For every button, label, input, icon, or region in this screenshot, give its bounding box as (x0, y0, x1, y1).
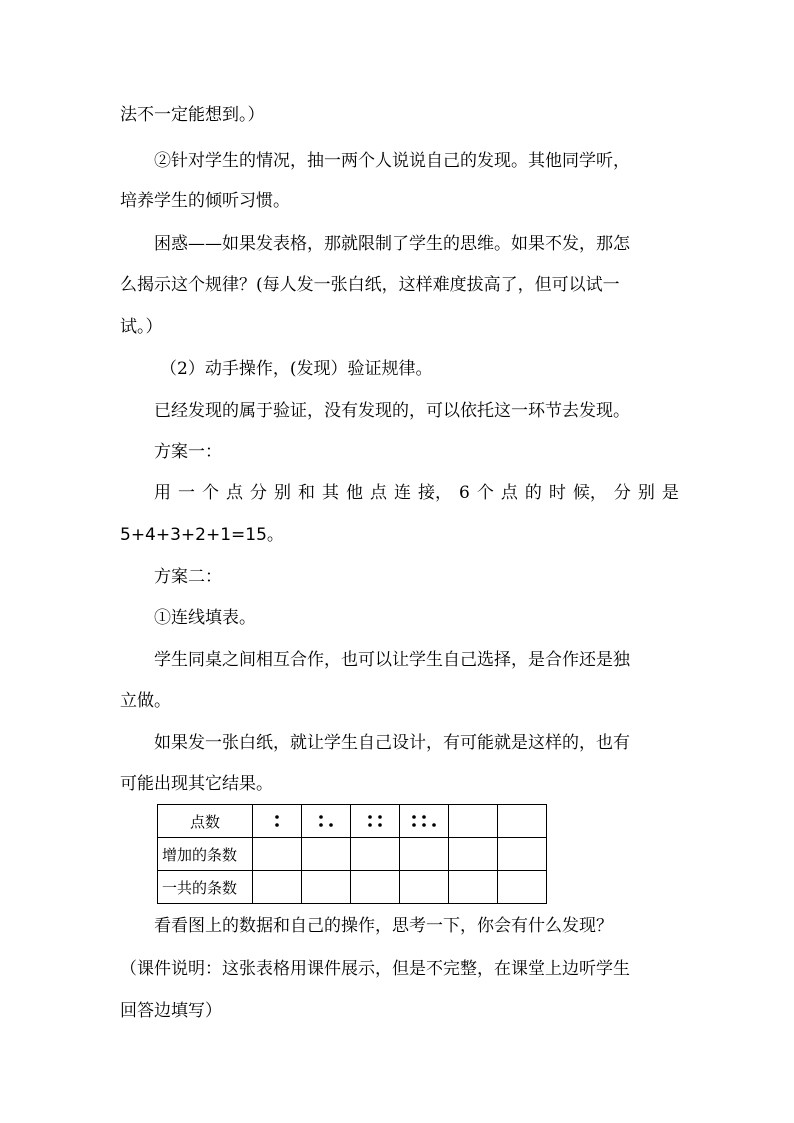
dot-mark (275, 823, 279, 827)
paragraph-line: 试。） (120, 317, 163, 337)
table-row (158, 805, 547, 838)
empty-cell (253, 871, 302, 904)
justified-word: 时 (548, 483, 566, 503)
paragraph-line: （课件说明：这张表格用课件展示，但是不完整，在课堂上边听学生 (120, 959, 630, 979)
dots-cell (253, 805, 302, 838)
empty-cell (449, 838, 498, 871)
paragraph-line: ②针对学生的情况，抽一两个人说说自己的发现。其他同学听， (154, 151, 630, 171)
empty-cell (253, 838, 302, 871)
dot-mark (378, 823, 382, 827)
justified-word: 个 (476, 483, 494, 503)
dots-icon (400, 813, 448, 829)
empty-cell (351, 871, 400, 904)
justified-word: 6 (459, 483, 470, 503)
justified-word: 接， (418, 483, 452, 503)
empty-cell (351, 838, 400, 871)
dot-mark (319, 815, 323, 819)
paragraph-line: 困惑——如果发表格，那就限制了学生的思维。如果不发，那怎 (154, 234, 630, 254)
justified-word: 一 (178, 483, 195, 503)
justified-word: 分 (250, 483, 267, 503)
paragraph-line: 么揭示这个规律？(每人发一张白纸，这样难度拔高了，但可以试一 (120, 275, 620, 295)
empty-cell (302, 871, 351, 904)
justified-word: 别 (637, 483, 655, 503)
plan-heading: 方案一： (154, 442, 222, 462)
justified-word: 点 (500, 483, 518, 503)
section-heading: （2）动手操作，(发现）验证规律。 (160, 359, 433, 379)
paragraph-line: 法不一定能想到。） (120, 105, 265, 125)
dots-svg (317, 813, 335, 829)
paragraph-line: 培养学生的倾听习惯。 (120, 191, 290, 211)
dots-svg (366, 813, 384, 829)
justified-word: 连 (394, 483, 411, 503)
dot-mark (368, 823, 372, 827)
row-label: 增加的条数 (158, 838, 253, 871)
dot-mark (412, 823, 416, 827)
empty-cell (400, 838, 449, 871)
justified-word: 点 (370, 483, 387, 503)
justified-word: 点 (226, 483, 243, 503)
justified-word: 的 (524, 483, 542, 503)
dots-svg (410, 813, 438, 829)
dots-cell (302, 805, 351, 838)
empty-cell (449, 871, 498, 904)
dots-svg (273, 813, 281, 829)
justified-word: 和 (298, 483, 315, 503)
paragraph-line: 立做。 (120, 691, 171, 711)
dots-icon (302, 813, 350, 829)
paragraph-line: 已经发现的属于验证，没有发现的，可以依托这一环节去发现。 (154, 401, 630, 421)
dots-cell (351, 805, 400, 838)
dot-mark (378, 815, 382, 819)
dots-icon (351, 813, 399, 829)
justified-word: 候， (572, 483, 607, 503)
justified-line (154, 482, 679, 504)
paragraph-line: 如果发一张白纸，就让学生自己设计，有可能就是这样的，也有 (154, 733, 630, 753)
dot-mark (329, 823, 333, 827)
paragraph-line: 看看图上的数据和自己的操作，思考一下，你会有什么发现？ (154, 916, 613, 936)
dots-icon (253, 813, 301, 829)
formula-line: 5+4+3+2+1=15。 (120, 525, 284, 545)
dots-cell (400, 805, 449, 838)
table-row (158, 871, 547, 904)
paragraph-line: 学生同桌之间相互合作，也可以让学生自己选择，是合作还是独 (154, 650, 630, 670)
row-label: 一共的条数 (158, 871, 253, 904)
paragraph-line: 可能出现其它结果。 (120, 774, 273, 794)
justified-word: 是 (661, 483, 679, 503)
justified-word: 别 (274, 483, 291, 503)
empty-cell (302, 838, 351, 871)
dot-mark (368, 815, 372, 819)
justified-word: 分 (613, 483, 631, 503)
paragraph-line: 回答边填写） (120, 1001, 222, 1021)
empty-cell (400, 871, 449, 904)
justified-word: 个 (202, 483, 219, 503)
empty-cell (498, 805, 547, 838)
dot-mark (412, 815, 416, 819)
empty-cell (449, 805, 498, 838)
table-row (158, 838, 547, 871)
plan-heading: 方案二： (154, 567, 222, 587)
justified-word: 其 (322, 483, 339, 503)
dot-mark (422, 823, 426, 827)
dot-mark (275, 815, 279, 819)
justified-word: 他 (346, 483, 363, 503)
dot-mark (422, 815, 426, 819)
dot-mark (319, 823, 323, 827)
empty-cell (498, 838, 547, 871)
empty-cell (498, 871, 547, 904)
dot-mark (432, 823, 436, 827)
paragraph-line: ①连线填表。 (154, 608, 256, 628)
row-label: 点数 (158, 805, 253, 838)
points-table (157, 804, 547, 904)
justified-word: 用 (154, 483, 171, 503)
